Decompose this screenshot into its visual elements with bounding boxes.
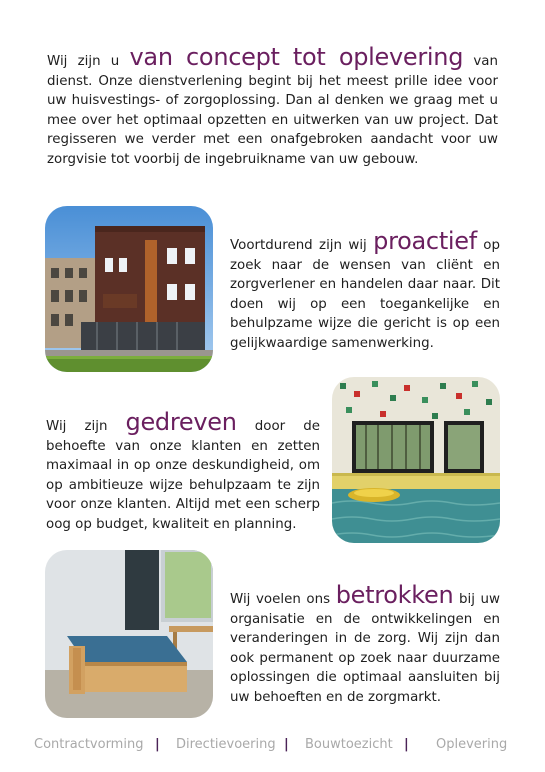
footer-separator: |	[284, 737, 289, 752]
proactief-paragraph	[230, 227, 500, 353]
proactief-text-before: Voortdurend zijn wij	[230, 238, 367, 253]
betrokken-text-before: Wij voelen ons	[230, 592, 331, 607]
proactief-highlight: proactief	[373, 227, 477, 255]
intro-highlight: van concept tot oplevering	[129, 43, 464, 71]
gedreven-text-before: Wij zijn	[46, 419, 108, 434]
betrokken-highlight: betrokken	[335, 581, 454, 609]
betrokken-text-after: bij uw organisatie en de ontwikkelingen en veranderingen in de zorg. Wij zijn dan ook permanent op zoek naar duurzame oplossingen die optimaal aansluiten bij uw behoeften en de zorgmarkt.	[230, 592, 500, 705]
gedreven-text-after: door de behoefte van onze klanten en zetten maximaal in op onze deskundigheid, om op ambitieuze wijze behulpzaam te zijn voor onze klanten. Altijd met een scherp oog op budget, kwaliteit en planning.	[46, 419, 320, 532]
footer-separator: |	[155, 737, 160, 752]
building-photo	[45, 206, 213, 372]
gedreven-paragraph	[46, 408, 320, 534]
intro-text-after: van dienst. Onze dienstverlening begint bij het meest prille idee voor uw huisvestings- of zorgoplossing. Dan al denken we graag met u mee over het optimaal opzetten en uitwerken van uw project. Dat regisseren we verder met een onafgebroken aandacht voor uw zorgvisie tot voorbij de ingebruikname van uw gebouw.	[47, 54, 498, 167]
betrokken-paragraph	[230, 581, 500, 707]
proactief-text-after: op zoek naar de wensen van cliënt en zorgverlener en handelen daar naar. Dit doen wij op een toegankelijke en behulpzame wijze die gericht is op een gelijkwaardige samenwerking.	[230, 238, 500, 351]
intro-paragraph	[47, 43, 498, 169]
bedroom-photo	[45, 550, 213, 718]
gedreven-highlight: gedreven	[125, 408, 237, 436]
footer-separator: |	[404, 737, 409, 752]
footer-item-contractvorming: Contractvorming	[34, 737, 144, 752]
footer-item-bouwtoezicht: Bouwtoezicht	[305, 737, 393, 752]
footer-item-oplevering: Oplevering	[436, 737, 508, 752]
swimming-pool-photo	[332, 377, 500, 543]
intro-text-before: Wij zijn u	[47, 54, 120, 69]
footer-item-directievoering: Directievoering	[176, 737, 276, 752]
footer-service-steps	[0, 737, 545, 759]
